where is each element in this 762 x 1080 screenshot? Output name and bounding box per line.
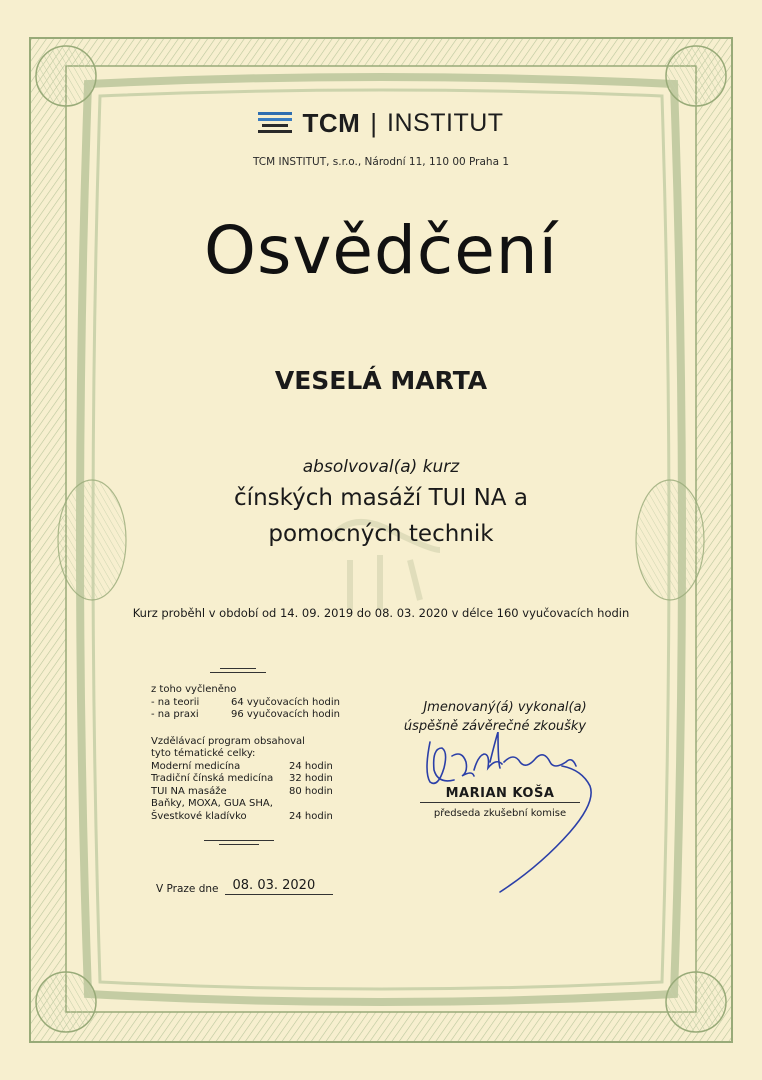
institute-address: TCM INSTITUT, s.r.o., Národní 11, 110 00 Praha 1 <box>252 156 510 168</box>
program-item-hours: 24 hodin <box>289 760 333 772</box>
date-value: 08. 03. 2020 <box>225 878 333 895</box>
tcm-logo-icon <box>258 111 292 137</box>
program-item <box>151 761 361 774</box>
program-item-hours: 24 hodin <box>289 810 333 822</box>
hours-heading: z toho vyčleněno <box>151 684 237 695</box>
divider <box>210 668 266 676</box>
logo-text-tcm: TCM <box>302 108 361 138</box>
practice-row <box>151 709 361 722</box>
program-item-label: Tradiční čínská medicína <box>151 773 274 784</box>
program-item <box>151 811 361 824</box>
certificate-title: Osvědčení <box>204 212 558 289</box>
program-item-label: Moderní medicína <box>151 760 241 772</box>
institute-logo <box>0 108 762 142</box>
course-name-line-2: pomocných technik <box>268 521 494 547</box>
commission-chair-role: předseda zkušební komise <box>433 808 567 819</box>
program-heading-1: Vzdělávací program obsahoval <box>151 735 305 747</box>
recipient-name: VESELÁ MARTA <box>274 366 488 395</box>
program-item-hours: 80 hodin <box>289 785 333 797</box>
logo-separator: | <box>370 108 378 138</box>
program-item-hours: 32 hodin <box>289 773 333 784</box>
theory-value: 64 vyučovacích hodin <box>231 696 340 708</box>
commission-chair-name: MARIAN KOŠA <box>420 786 580 803</box>
completed-text: absolvoval(a) kurz <box>302 457 460 477</box>
appointed-text-line-2: úspěšně závěrečné zkoušky <box>403 719 587 734</box>
program-heading-2: tyto tématické celky: <box>151 748 256 759</box>
program-item <box>151 773 361 786</box>
program-item-label: Švestkové kladívko <box>151 810 247 822</box>
appointed-text-line-1: Jmenovaný(á) vykonal(a) <box>423 700 587 715</box>
program-item-hours <box>289 798 361 811</box>
theory-label: - na teorii <box>151 696 200 708</box>
practice-label: - na praxi <box>151 709 199 720</box>
program-item-label: Baňky, MOXA, GUA SHA, <box>151 798 273 809</box>
course-period: Kurz proběhl v období od 14. 09. 2019 do 08. 03. 2020 v délce 160 vyučovacích hodin <box>132 606 630 620</box>
divider <box>204 840 274 848</box>
program-item <box>151 786 361 799</box>
logo-text-institut: INSTITUT <box>387 109 504 137</box>
issue-date-row <box>156 878 333 895</box>
program-item <box>151 798 361 811</box>
date-label: V Praze dne <box>156 883 219 895</box>
program-item-label: TUI NA masáže <box>151 785 227 797</box>
theory-row <box>151 697 361 710</box>
course-details <box>151 684 361 823</box>
course-name-line-1: čínských masáží TUI NA a <box>234 485 528 511</box>
practice-value: 96 vyučovacích hodin <box>231 709 340 720</box>
